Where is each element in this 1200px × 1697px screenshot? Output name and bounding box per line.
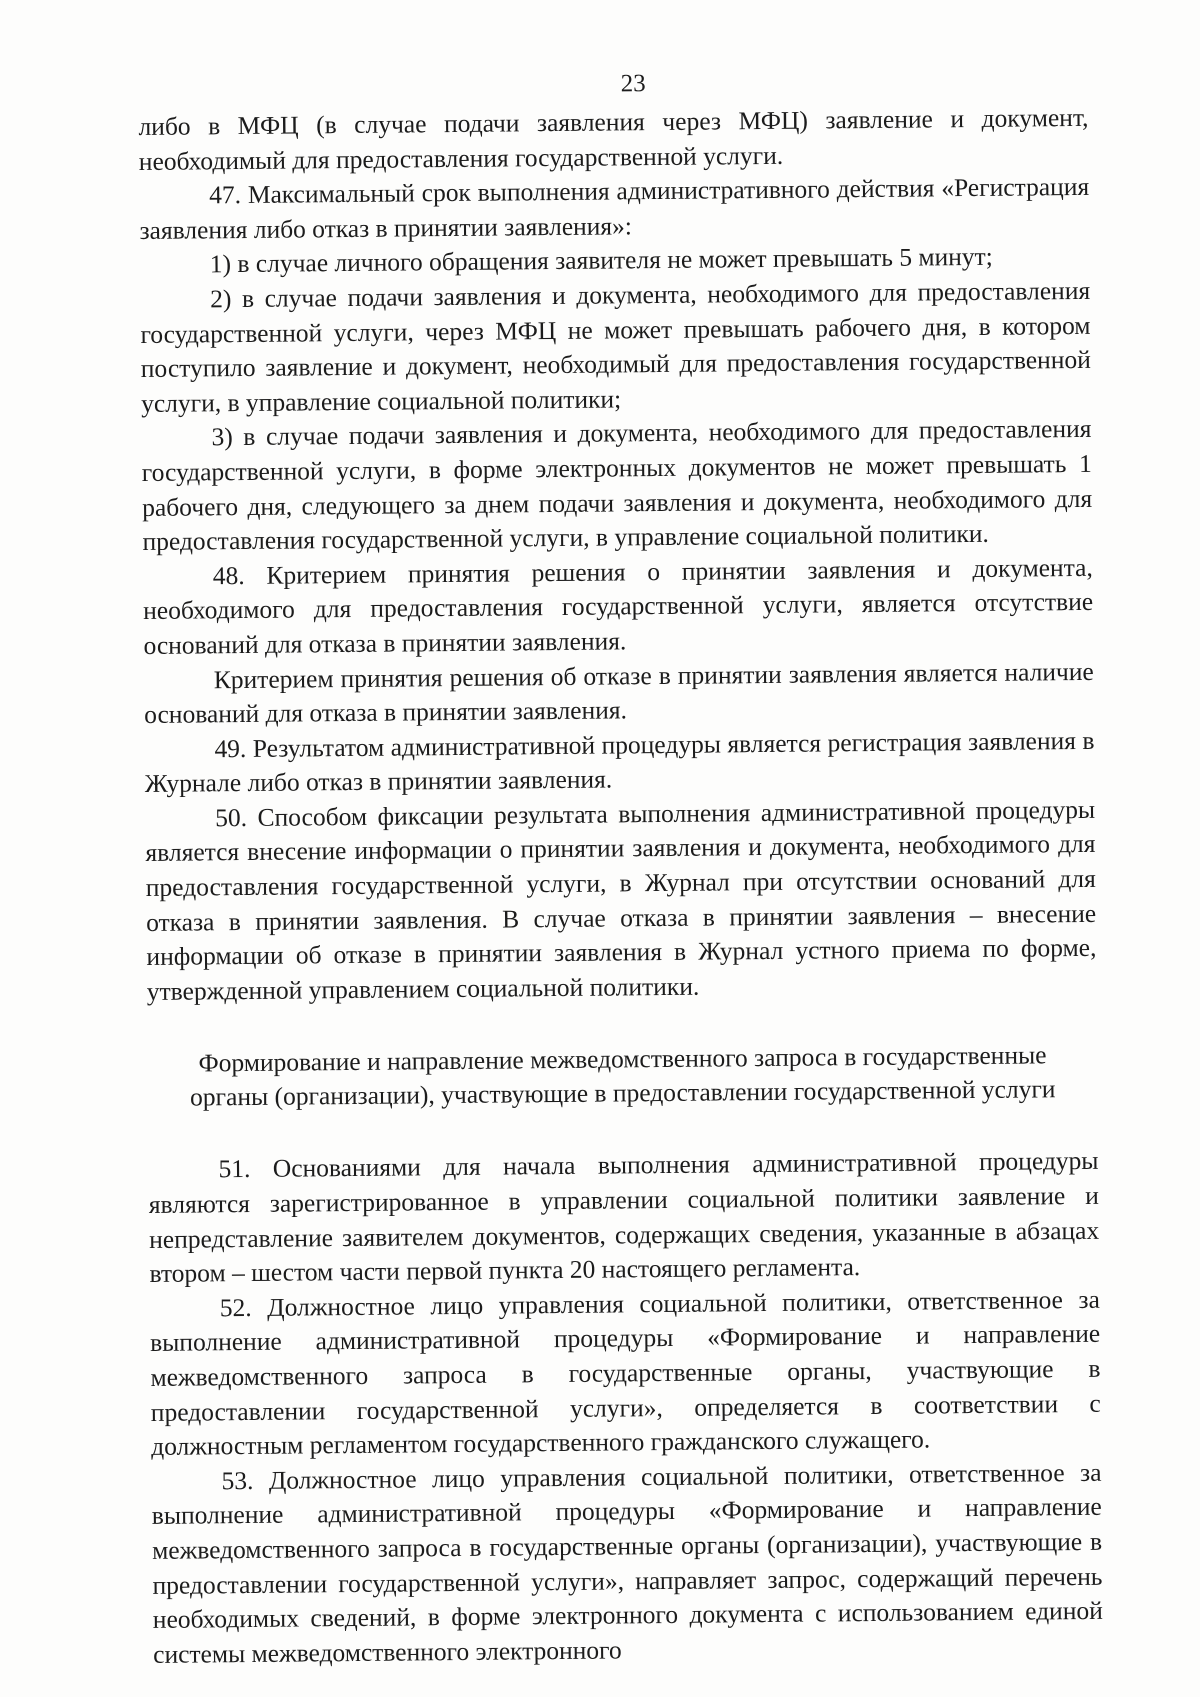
paragraph: 2) в случае подачи заявления и документа, необходимого для предоставления государственной услуги, через МФЦ не может превышать рабочего дня, в котором поступило заявление и документ, необходимый для предоставления государственной услуги, в управление социальной политики; [140,275,1091,418]
page-body [138,65,1103,1672]
paragraph: 53. Должностное лицо управления социальной политики, ответственное за выполнение административной процедуры «Формирование и направление межведомственного запроса в государственные органы (организации), участвующие в предоставлении государственной услуги», направляет запрос, содержащий перечень необходимых сведений, в форме электронного документа с использованием единой системы межведомственного электронного [151,1457,1103,1669]
page-number: 23 [620,70,646,98]
paragraph: 3) в случае подачи заявления и документа, необходимого для предоставления государственной услуги, в форме электронных документов не может превышать 1 рабочего дня, следующего за днем подачи заявления и документа, необходимого для предоставления государственной услуги, в управление социальной политики. [141,414,1093,557]
paragraph: 1) в случае личного обращения заявителя не может превышать 5 минут; [209,242,993,279]
paragraph: 47. Максимальный срок выполнения административного действия «Регистрация заявления либо отказ в принятии заявления»: [139,172,1090,245]
paragraph: 48. Критерием принятия решения о принятии заявления и документа, необходимого для предоставления государственной услуги, является отсутствие оснований для отказа в принятии заявления. [143,552,1094,660]
paragraphs-bottom [148,1144,1103,1672]
paragraph: 52. Должностное лицо управления социальной политики, ответственное за выполнение административной процедуры «Формирование и направление межведомственного запроса в государственные органы, участвующие в предоставлении государственной услуги», определяется в соответствии с должностным регламентом государственного гражданского служащего. [150,1284,1101,1462]
paragraph: либо в МФЦ (в случае подачи заявления через МФЦ) заявление и документ, необходимый для предоставления государственной услуги. [138,102,1089,176]
section-heading: Формирование и направление межведомственного запроса в государственные органы (организации), участвующие в предоставлении государственной услуги [189,1040,1056,1112]
paragraph: Критерием принятия решения об отказе в принятии заявления является наличие оснований для отказа в принятии заявления. [144,656,1094,730]
paragraphs-top [138,101,1097,1010]
paragraph: 50. Способом фиксации результата выполнения административной процедуры является внесение информации о принятии заявления и документа, необходимого для предоставления государственной услуги, в Журнал при отсутствии оснований для отказа в принятии заявления. В случае отказа в принятии заявления – внесение информации об отказе в принятии заявления в Журнал устного приема по форме, утвержденной управлением социальной политики. [145,794,1097,1006]
paragraph: 51. Основаниями для начала выполнения административной процедуры являются зарегистрированное в управлении социальной политики заявление и непредставление заявителем документов, содержащих сведения, указанные в абзацах втором – шестом части первой пункта 20 настоящего регламента. [148,1146,1100,1289]
paragraph: 49. Результатом административной процедуры является регистрация заявления в Журнале либо отказ в принятии заявления. [144,725,1095,799]
